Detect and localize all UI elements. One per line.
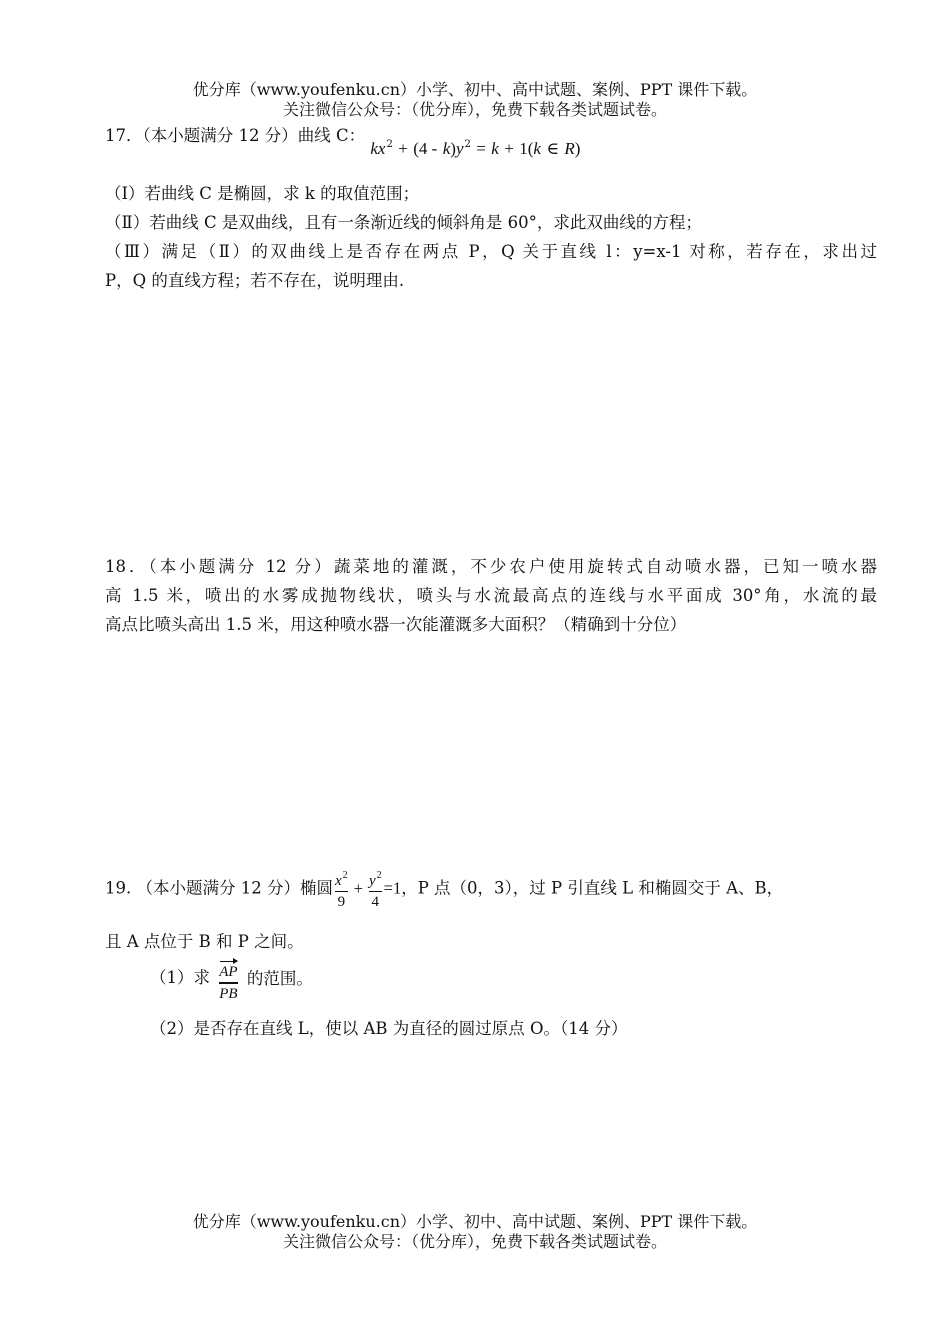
question-19-stem bbox=[105, 866, 877, 912]
page-header-line-2: 关注微信公众号：（优分库），免费下载各类试题试卷。 bbox=[282, 100, 667, 119]
question-18-line-2: 高 1.5 米，喷出的水雾成抛物线状，喷头与水流最高点的连线与水平面成 30°角，水流的最 bbox=[105, 586, 877, 605]
question-19-intro: 19. （本小题满分 12 分）椭圆 bbox=[105, 878, 333, 898]
question-17-part-3-line-1: （Ⅲ）满足（Ⅱ）的双曲线上是否存在两点 P，Q 关于直线 l：y=x-1 对称，若存在，求出过 bbox=[105, 242, 877, 261]
page-footer-line-1: 优分库（www.youfenku.cn）小学、初中、高中试题、案例、PPT 课件下载。 bbox=[192, 1212, 758, 1231]
question-19-part-1-prefix: （1）求 bbox=[150, 968, 210, 987]
question-19-rest: ，P 点（0，3），过 P 引直线 L 和椭圆交于 A、B， bbox=[401, 878, 784, 898]
question-17-part-1: （Ⅰ）若曲线 C 是椭圆，求 k 的取值范围； bbox=[105, 184, 420, 203]
page-footer-line-2: 关注微信公众号：（优分库），免费下载各类试题试卷。 bbox=[282, 1232, 667, 1251]
curve-equation: $kx^2 + (4 - k)y^2 = k + 1(k$ ∈ R) bbox=[370, 139, 581, 158]
question-18-line-3: 高点比喷头高出 1.5 米，用这种喷水器一次能灌溉多大面积？（精确到十分位） bbox=[105, 615, 687, 634]
question-17-stem bbox=[105, 122, 581, 158]
ratio-ap-pb: $\frac{AP}{PB}$ bbox=[219, 955, 237, 1004]
ellipse-equals-one: =1 bbox=[383, 878, 402, 898]
ellipse-fraction-y: $\frac{y^2}{4}$ bbox=[369, 866, 382, 912]
question-19-part-1 bbox=[150, 955, 313, 1004]
question-17-part-2: （Ⅱ）若曲线 C 是双曲线，且有一条渐近线的倾斜角是 60°，求此双曲线的方程； bbox=[105, 213, 702, 232]
question-19-part-2: （2）是否存在直线 L，使以 AB 为直径的圆过原点 O。（14 分） bbox=[150, 1019, 628, 1038]
question-17-part-3-line-2: P，Q 的直线方程；若不存在，说明理由. bbox=[105, 271, 405, 290]
question-18-line-1: 18．（本小题满分 12 分）蔬菜地的灌溉，不少农户使用旋转式自动喷水器，已知一喷水器 bbox=[105, 557, 877, 576]
question-19-part-1-suffix: 的范围。 bbox=[246, 969, 313, 988]
question-19-line-2: 且 A 点位于 B 和 P 之间。 bbox=[105, 932, 304, 951]
page-header-line-1: 优分库（www.youfenku.cn）小学、初中、高中试题、案例、PPT 课件下载。 bbox=[192, 80, 758, 99]
ellipse-fraction-x: $\frac{x^2}{9}$ bbox=[335, 866, 348, 912]
ellipse-plus: + bbox=[353, 878, 363, 898]
question-17-intro: 17．（本小题满分 12 分）曲线 C： bbox=[105, 126, 366, 145]
